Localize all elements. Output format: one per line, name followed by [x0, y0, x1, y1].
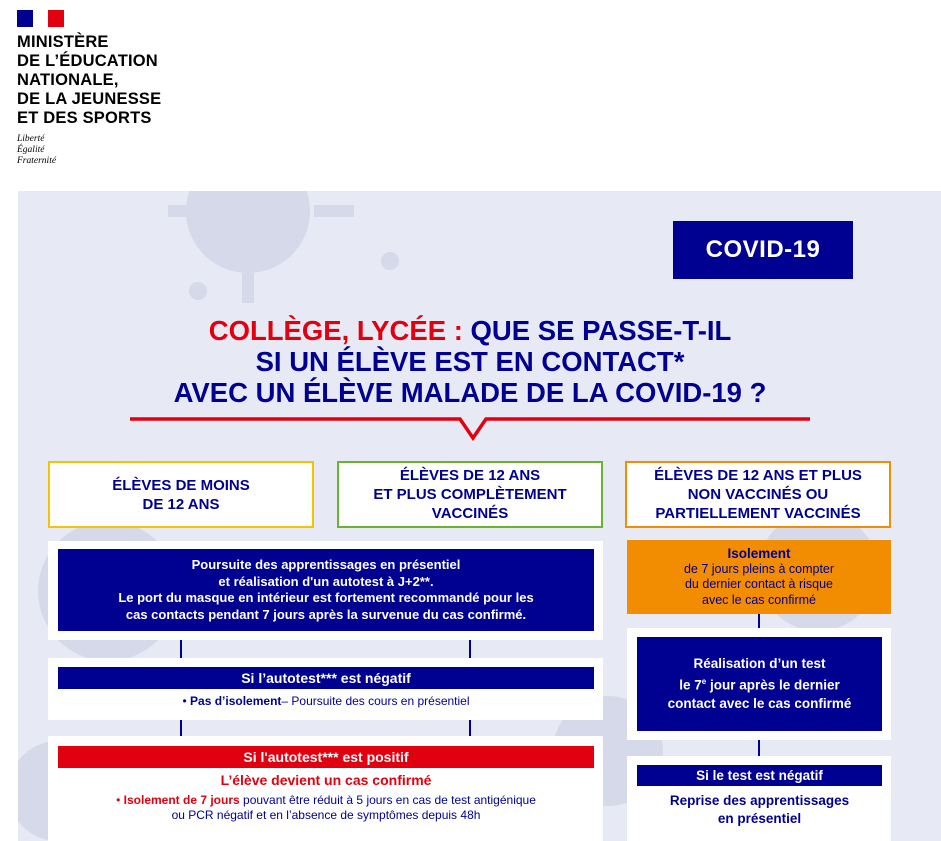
column-header-vaccinated: [337, 461, 603, 528]
test-box: [637, 637, 882, 731]
connector-line: [180, 720, 182, 736]
test-negative-line: en présentiel: [717, 811, 802, 826]
republic-motto: [17, 134, 56, 167]
covid-tag: COVID-19: [673, 221, 853, 279]
ministry-name: [17, 33, 161, 128]
title-line-2: SI UN ÉLÈVE EST EN CONTACT*: [255, 346, 685, 377]
isolation-box: [627, 540, 891, 614]
column-header-line: NON VACCINÉS OU: [687, 486, 829, 503]
isolation-title: Isolement: [727, 546, 791, 561]
column-header-line: ÉLÈVES DE 12 ANS ET PLUS: [654, 467, 862, 484]
title-underline-arrow-icon: [130, 414, 810, 444]
ministry-line: NATIONALE,: [17, 71, 119, 89]
negative-rest: – Poursuite des cours en présentiel: [281, 694, 470, 708]
connector-line: [180, 640, 182, 658]
main-info-line: Le port du masque en intérieur est fortement recommandé pour les: [118, 590, 534, 605]
isolation-line: avec le cas confirmé: [702, 592, 816, 607]
test-negative-label: Si le test est négatif: [637, 765, 882, 786]
main-info-line: et réalisation d'un autotest à J+2**.: [218, 573, 434, 589]
ministry-line: MINISTÈRE: [17, 33, 109, 51]
test-line-1: Réalisation d’un test: [693, 656, 826, 672]
column-header-under-12: [48, 461, 314, 528]
positive-rest-line-2: ou PCR négatif et en l’absence de symptômes depuis 48h: [171, 808, 481, 822]
column-header-line: PARTIELLEMENT VACCINÉS: [655, 505, 861, 522]
test-line-3: contact avec le cas confirmé: [667, 695, 852, 711]
connector-line: [469, 720, 471, 736]
main-info-line: Poursuite des apprentissages en présentiel: [191, 557, 461, 572]
ministry-line: DE L’ÉDUCATION: [17, 52, 158, 70]
column-header-line: ÉLÈVES DE MOINS: [112, 476, 250, 494]
title-blue-part: QUE SE PASSE-T-IL: [470, 315, 732, 346]
negative-bold: Pas d’isolement: [190, 694, 282, 708]
positive-bold: Isolement de 7 jours: [123, 793, 240, 807]
connector-line: [758, 614, 760, 628]
column-header-line: VACCINÉS: [431, 505, 509, 522]
positive-subtitle: L’élève devient un cas confirmé: [220, 772, 432, 788]
test-line-2-post: jour après le dernier: [706, 677, 840, 693]
isolation-line: de 7 jours pleins à compter: [683, 561, 835, 576]
test-negative-text: [637, 792, 882, 828]
positive-label: Si l'autotest*** est positif: [58, 746, 594, 768]
connector-line: [469, 640, 471, 658]
isolation-line: du dernier contact à risque: [684, 577, 833, 591]
motto-line: Liberté: [17, 134, 45, 144]
ministry-line: ET DES SPORTS: [17, 109, 152, 127]
column-header-line: ÉLÈVES DE 12 ANS: [399, 467, 541, 484]
main-info-line: cas contacts pendant 7 jours après la survenue du cas confirmé.: [125, 606, 527, 622]
page-title: [120, 315, 820, 408]
column-header-line: DE 12 ANS: [142, 495, 220, 513]
marianne-flag-logo: [17, 10, 64, 27]
title-red-part: COLLÈGE, LYCÉE :: [208, 315, 471, 346]
title-line-3: AVEC UN ÉLÈVE MALADE DE LA COVID-19 ?: [173, 377, 767, 408]
negative-label: Si l’autotest*** est négatif: [58, 667, 594, 689]
test-line-2-sup: e: [701, 677, 707, 687]
test-negative-line: Reprise des apprentissages: [669, 793, 850, 808]
connector-line: [758, 740, 760, 756]
positive-text: • Isolement de 7 jours pouvant être réduit à 5 jours en cas de test antigénique ou PCR négatif et en l’absence de symptômes depuis 48h: [58, 793, 594, 823]
motto-line: Égalité: [17, 145, 45, 155]
test-line-2-pre: le 7: [679, 677, 702, 693]
column-header-line: ET PLUS COMPLÈTEMENT: [373, 486, 567, 503]
positive-rest: pouvant être réduit à 5 jours en cas de test antigénique: [239, 793, 536, 807]
main-info-box: [58, 549, 594, 631]
negative-text: • Pas d’isolement– Poursuite des cours en présentiel: [182, 694, 470, 708]
ministry-line: DE LA JEUNESSE: [17, 90, 162, 108]
motto-line: Fraternité: [17, 156, 57, 166]
column-header-not-vaccinated: [625, 461, 891, 528]
